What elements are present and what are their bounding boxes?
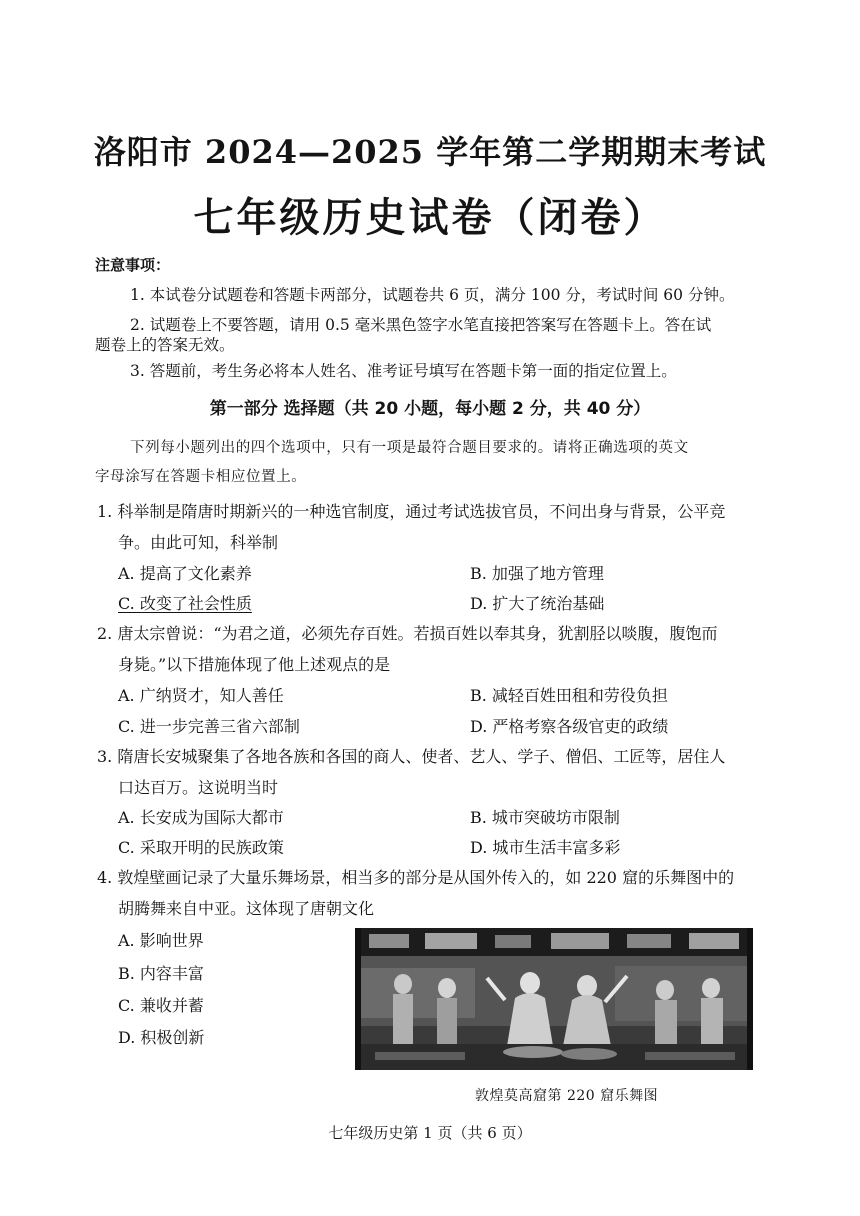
question-1-option-d: D. 扩大了统治基础	[470, 594, 605, 613]
notice-item-3: 3. 答题前，考生务必将本人姓名、准考证号填写在答题卡第一面的指定位置上。	[130, 362, 677, 380]
question-1-stem-line1: 1. 科举制是隋唐时期新兴的一种选官制度，通过考试选拔官员，不问出身与背景，公平竞	[97, 502, 726, 521]
question-2-option-d: D. 严格考察各级官吏的政绩	[470, 717, 669, 736]
mural-image	[355, 928, 753, 1070]
question-3-option-d: D. 城市生活丰富多彩	[470, 838, 621, 857]
notice-item-2-line2: 题卷上的答案无效。	[95, 336, 235, 354]
mural-caption: 敦煌莫高窟第 220 窟乐舞图	[475, 1088, 659, 1104]
question-1-option-c: C. 改变了社会性质	[118, 594, 252, 613]
question-3-option-b: B. 城市突破坊市限制	[470, 808, 620, 827]
question-2-option-c: C. 进一步完善三省六部制	[118, 717, 300, 736]
section-instruction-line1: 下列每小题列出的四个选项中，只有一项是最符合题目要求的。请将正确选项的英文	[130, 440, 689, 456]
question-3-stem-line1: 3. 隋唐长安城聚集了各地各族和各国的商人、使者、艺人、学子、僧侣、工匠等，居住人	[97, 747, 726, 766]
question-4-option-a: A. 影响世界	[118, 931, 204, 950]
question-3-stem-line2: 口达百万。这说明当时	[118, 778, 279, 797]
page-footer: 七年级历史第 1 页（共 6 页）	[328, 1124, 532, 1142]
question-1-option-a: A. 提高了文化素养	[118, 564, 252, 583]
section-heading: 第一部分 选择题（共 20 小题，每小题 2 分，共 40 分）	[209, 399, 651, 419]
question-2-stem-line2: 身毙。”以下措施体现了他上述观点的是	[118, 655, 391, 674]
section-instruction-line2: 字母涂写在答题卡相应位置上。	[95, 469, 307, 485]
question-4-option-b: B. 内容丰富	[118, 964, 204, 983]
question-4-stem-line1: 4. 敦煌壁画记录了大量乐舞场景，相当多的部分是从国外传入的，如 220 窟的乐舞图中的	[97, 868, 735, 887]
question-2-stem-line1: 2. 唐太宗曾说：“为君之道，必须先存百姓。若损百姓以奉其身，犹割胫以啖腹，腹饱而	[97, 624, 718, 643]
question-3-option-a: A. 长安成为国际大都市	[118, 808, 284, 827]
notice-item-1: 1. 本试卷分试题卷和答题卡两部分，试题卷共 6 页，满分 100 分，考试时间 60 分钟。	[130, 286, 735, 304]
question-2-option-b: B. 减轻百姓田租和劳役负担	[470, 686, 668, 705]
question-4-option-d: D. 积极创新	[118, 1028, 205, 1047]
question-3-option-c: C. 采取开明的民族政策	[118, 838, 284, 857]
question-1-option-b: B. 加强了地方管理	[470, 564, 604, 583]
notice-heading: 注意事项：	[95, 256, 171, 274]
question-2-option-a: A. 广纳贤才，知人善任	[118, 686, 284, 705]
question-4-stem-line2: 胡腾舞来自中亚。这体现了唐朝文化	[118, 899, 375, 918]
question-4-option-c: C. 兼收并蓄	[118, 996, 204, 1015]
exam-subtitle: 七年级历史试卷（闭卷）	[193, 195, 667, 241]
exam-title: 洛阳市 2024—2025 学年第二学期期末考试	[93, 133, 767, 171]
question-1-stem-line2: 争。由此可知，科举制	[118, 533, 279, 552]
notice-item-2-line1: 2. 试题卷上不要答题，请用 0.5 毫米黑色签字水笔直接把答案写在答题卡上。答在试	[130, 316, 712, 334]
